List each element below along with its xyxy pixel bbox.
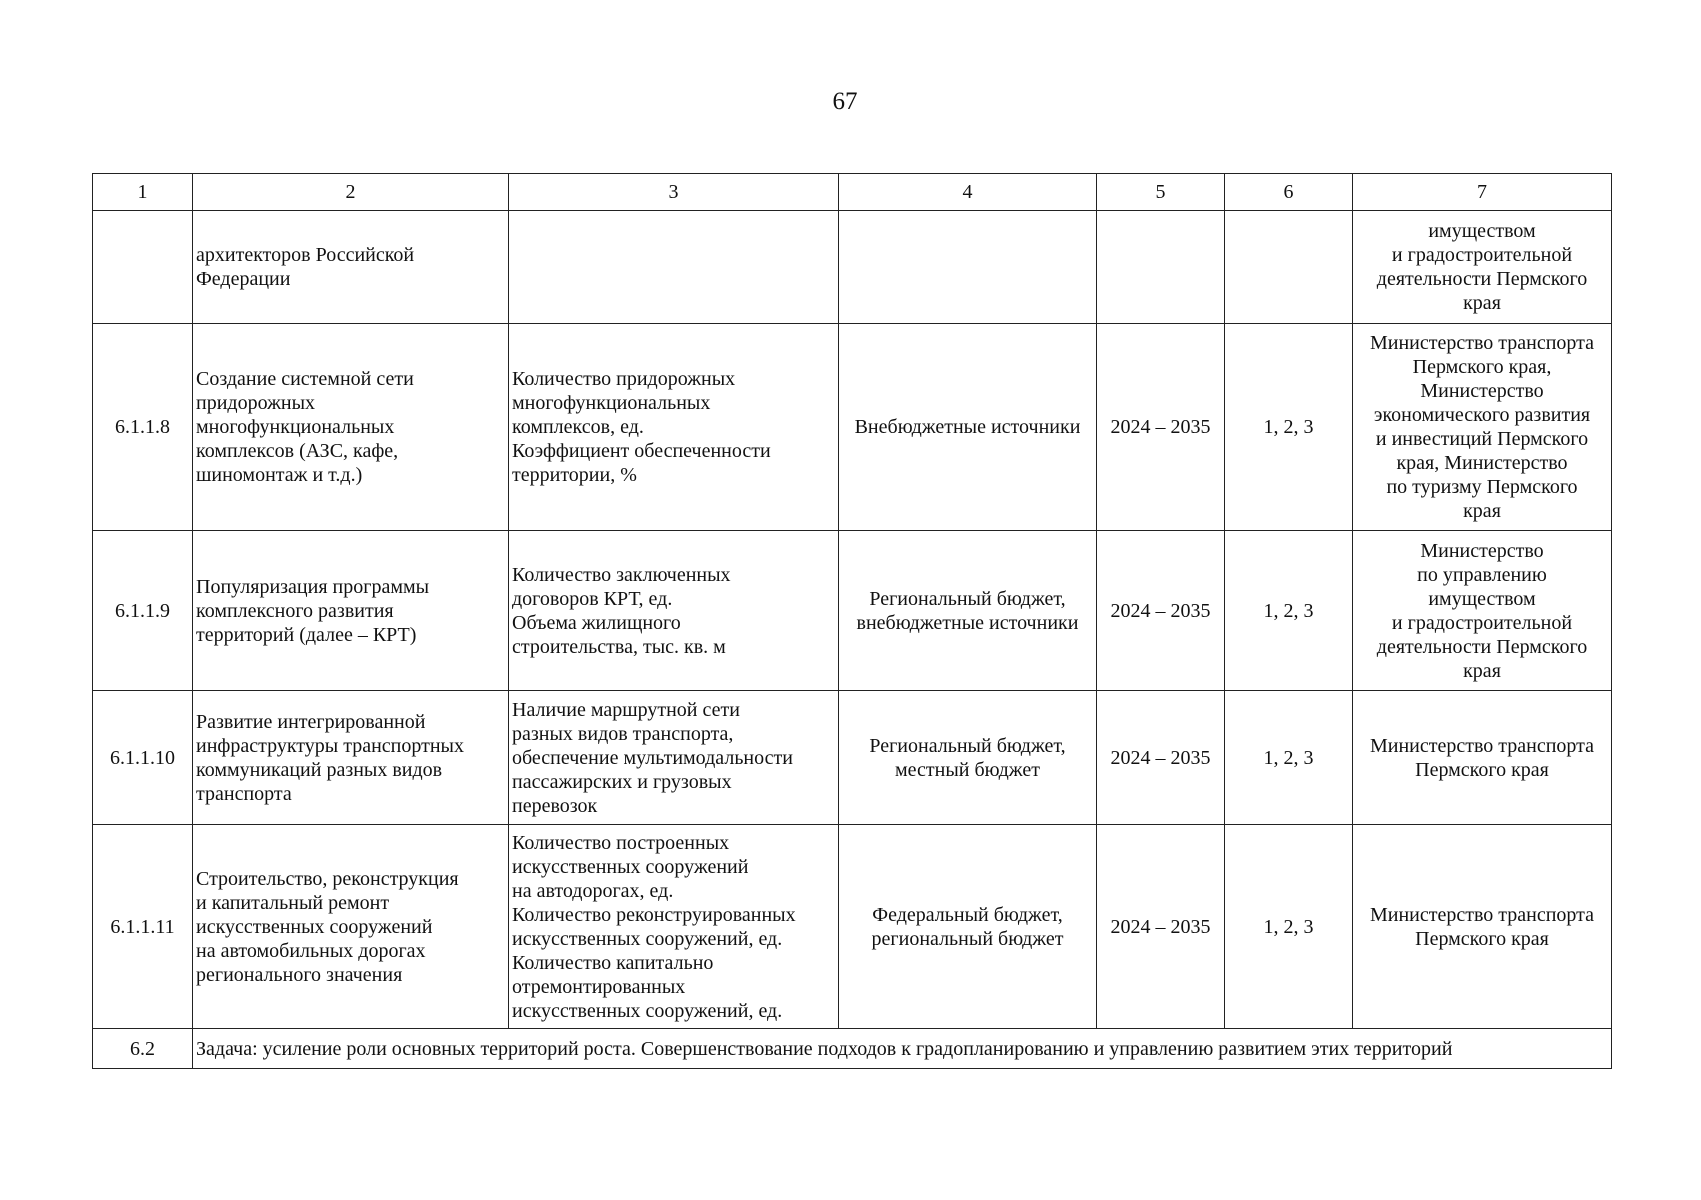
- header-row: [93, 174, 1612, 211]
- cell-name: [193, 691, 509, 825]
- cell-responsible: [1353, 531, 1612, 691]
- responsible-text: Министерство транспорта Пермского края: [1369, 903, 1595, 950]
- cell-period: 2024 – 2035: [1097, 531, 1225, 691]
- source-text: Внебюджетные источники: [854, 416, 1081, 438]
- responsible-text: Министерство транспорта Пермского края: [1369, 734, 1595, 781]
- cell-num: 6.1.1.10: [93, 691, 193, 825]
- cell-name: [193, 211, 509, 324]
- cell-num: 6.1.1.11: [93, 825, 193, 1029]
- task-num: 6.2: [93, 1029, 193, 1069]
- cell-indicator-nums: 1, 2, 3: [1225, 691, 1353, 825]
- task-text: Задача: усиление роли основных территорий роста. Совершенствование подходов к градопланированию и управлению развитием этих территорий: [193, 1029, 1612, 1069]
- responsible-text: имуществом и градостроительной деятельности Пермского края: [1376, 220, 1588, 314]
- cell-indicators: [509, 211, 839, 324]
- table-row: [93, 691, 1612, 825]
- table-row: [93, 324, 1612, 531]
- cell-indicator-nums: 1, 2, 3: [1225, 825, 1353, 1029]
- indicators-text: Количество заключенных договоров КРТ, ед. Объема жилищного строительства, тыс. кв. м: [512, 563, 731, 658]
- name-text: Развитие интегрированной инфраструктуры транспортных коммуникаций разных видов транспорта: [196, 710, 464, 805]
- name-text: Строительство, реконструкция и капитальный ремонт искусственных сооружений на автомобильных дорогах регионального значения: [196, 867, 459, 986]
- indicators-text: Количество построенных искусственных сооружений на автодорогах, ед. Количество реконструированных искусственных сооружений, ед. Количество капитально отремонтированных искусственных сооружений, ед.: [512, 831, 796, 1022]
- task-row: [93, 1029, 1612, 1069]
- name-text: Популяризация программы комплексного развития территорий (далее – КРТ): [196, 575, 430, 646]
- cell-source: [839, 691, 1097, 825]
- cell-source: [839, 531, 1097, 691]
- page-number: 67: [832, 88, 858, 115]
- cell-period: 2024 – 2035: [1097, 691, 1225, 825]
- cell-responsible: [1353, 691, 1612, 825]
- cell-responsible: [1353, 324, 1612, 531]
- cell-indicator-nums: 1, 2, 3: [1225, 531, 1353, 691]
- cell-source: [839, 324, 1097, 531]
- cell-source: [839, 211, 1097, 324]
- cell-indicator-nums: [1225, 211, 1353, 324]
- cell-name: [193, 825, 509, 1029]
- cell-indicator-nums: 1, 2, 3: [1225, 324, 1353, 531]
- indicators-text: Наличие маршрутной сети разных видов транспорта, обеспечение мультимодальности пассажирских и грузовых перевозок: [512, 698, 793, 817]
- source-text: Федеральный бюджет, региональный бюджет: [871, 903, 1064, 950]
- cell-period: 2024 – 2035: [1097, 324, 1225, 531]
- cell-period: 2024 – 2035: [1097, 825, 1225, 1029]
- cell-indicators: [509, 324, 839, 531]
- cell-num: 6.1.1.8: [93, 324, 193, 531]
- cell-source: [839, 825, 1097, 1029]
- cell-indicators: [509, 691, 839, 825]
- indicators-text: Количество придорожных многофункциональных комплексов, ед. Коэффициент обеспеченности территории, %: [512, 368, 771, 486]
- header-cell-5: 5: [1097, 174, 1225, 211]
- activities-table: [92, 173, 1612, 1069]
- name-text: Создание системной сети придорожных многофункциональных комплексов (АЗС, кафе, шиномонтаж и т.д.): [196, 368, 414, 486]
- cell-indicators: [509, 531, 839, 691]
- responsible-text: Министерство по управлению имуществом и градостроительной деятельности Пермского края: [1376, 539, 1588, 682]
- header-cell-6: 6: [1225, 174, 1353, 211]
- cell-period: [1097, 211, 1225, 324]
- header-cell-2: 2: [193, 174, 509, 211]
- header-cell-4: 4: [839, 174, 1097, 211]
- table-row: [93, 825, 1612, 1029]
- responsible-text: Министерство транспорта Пермского края, Министерство экономического развития и инвестиций Пермского края, Министерство по туризму Пермского края: [1369, 332, 1595, 522]
- table-row-continuation: [93, 211, 1612, 324]
- cell-num: [93, 211, 193, 324]
- cell-responsible: [1353, 211, 1612, 324]
- cell-num: 6.1.1.9: [93, 531, 193, 691]
- cell-name: [193, 324, 509, 531]
- header-cell-7: 7: [1353, 174, 1612, 211]
- cell-name: [193, 531, 509, 691]
- table-row: [93, 531, 1612, 691]
- cell-responsible: [1353, 825, 1612, 1029]
- header-cell-3: 3: [509, 174, 839, 211]
- source-text: Региональный бюджет, внебюджетные источники: [856, 587, 1079, 634]
- header-cell-1: 1: [93, 174, 193, 211]
- cell-indicators: [509, 825, 839, 1029]
- source-text: Региональный бюджет, местный бюджет: [869, 734, 1066, 781]
- name-text: архитекторов Российской Федерации: [196, 244, 415, 290]
